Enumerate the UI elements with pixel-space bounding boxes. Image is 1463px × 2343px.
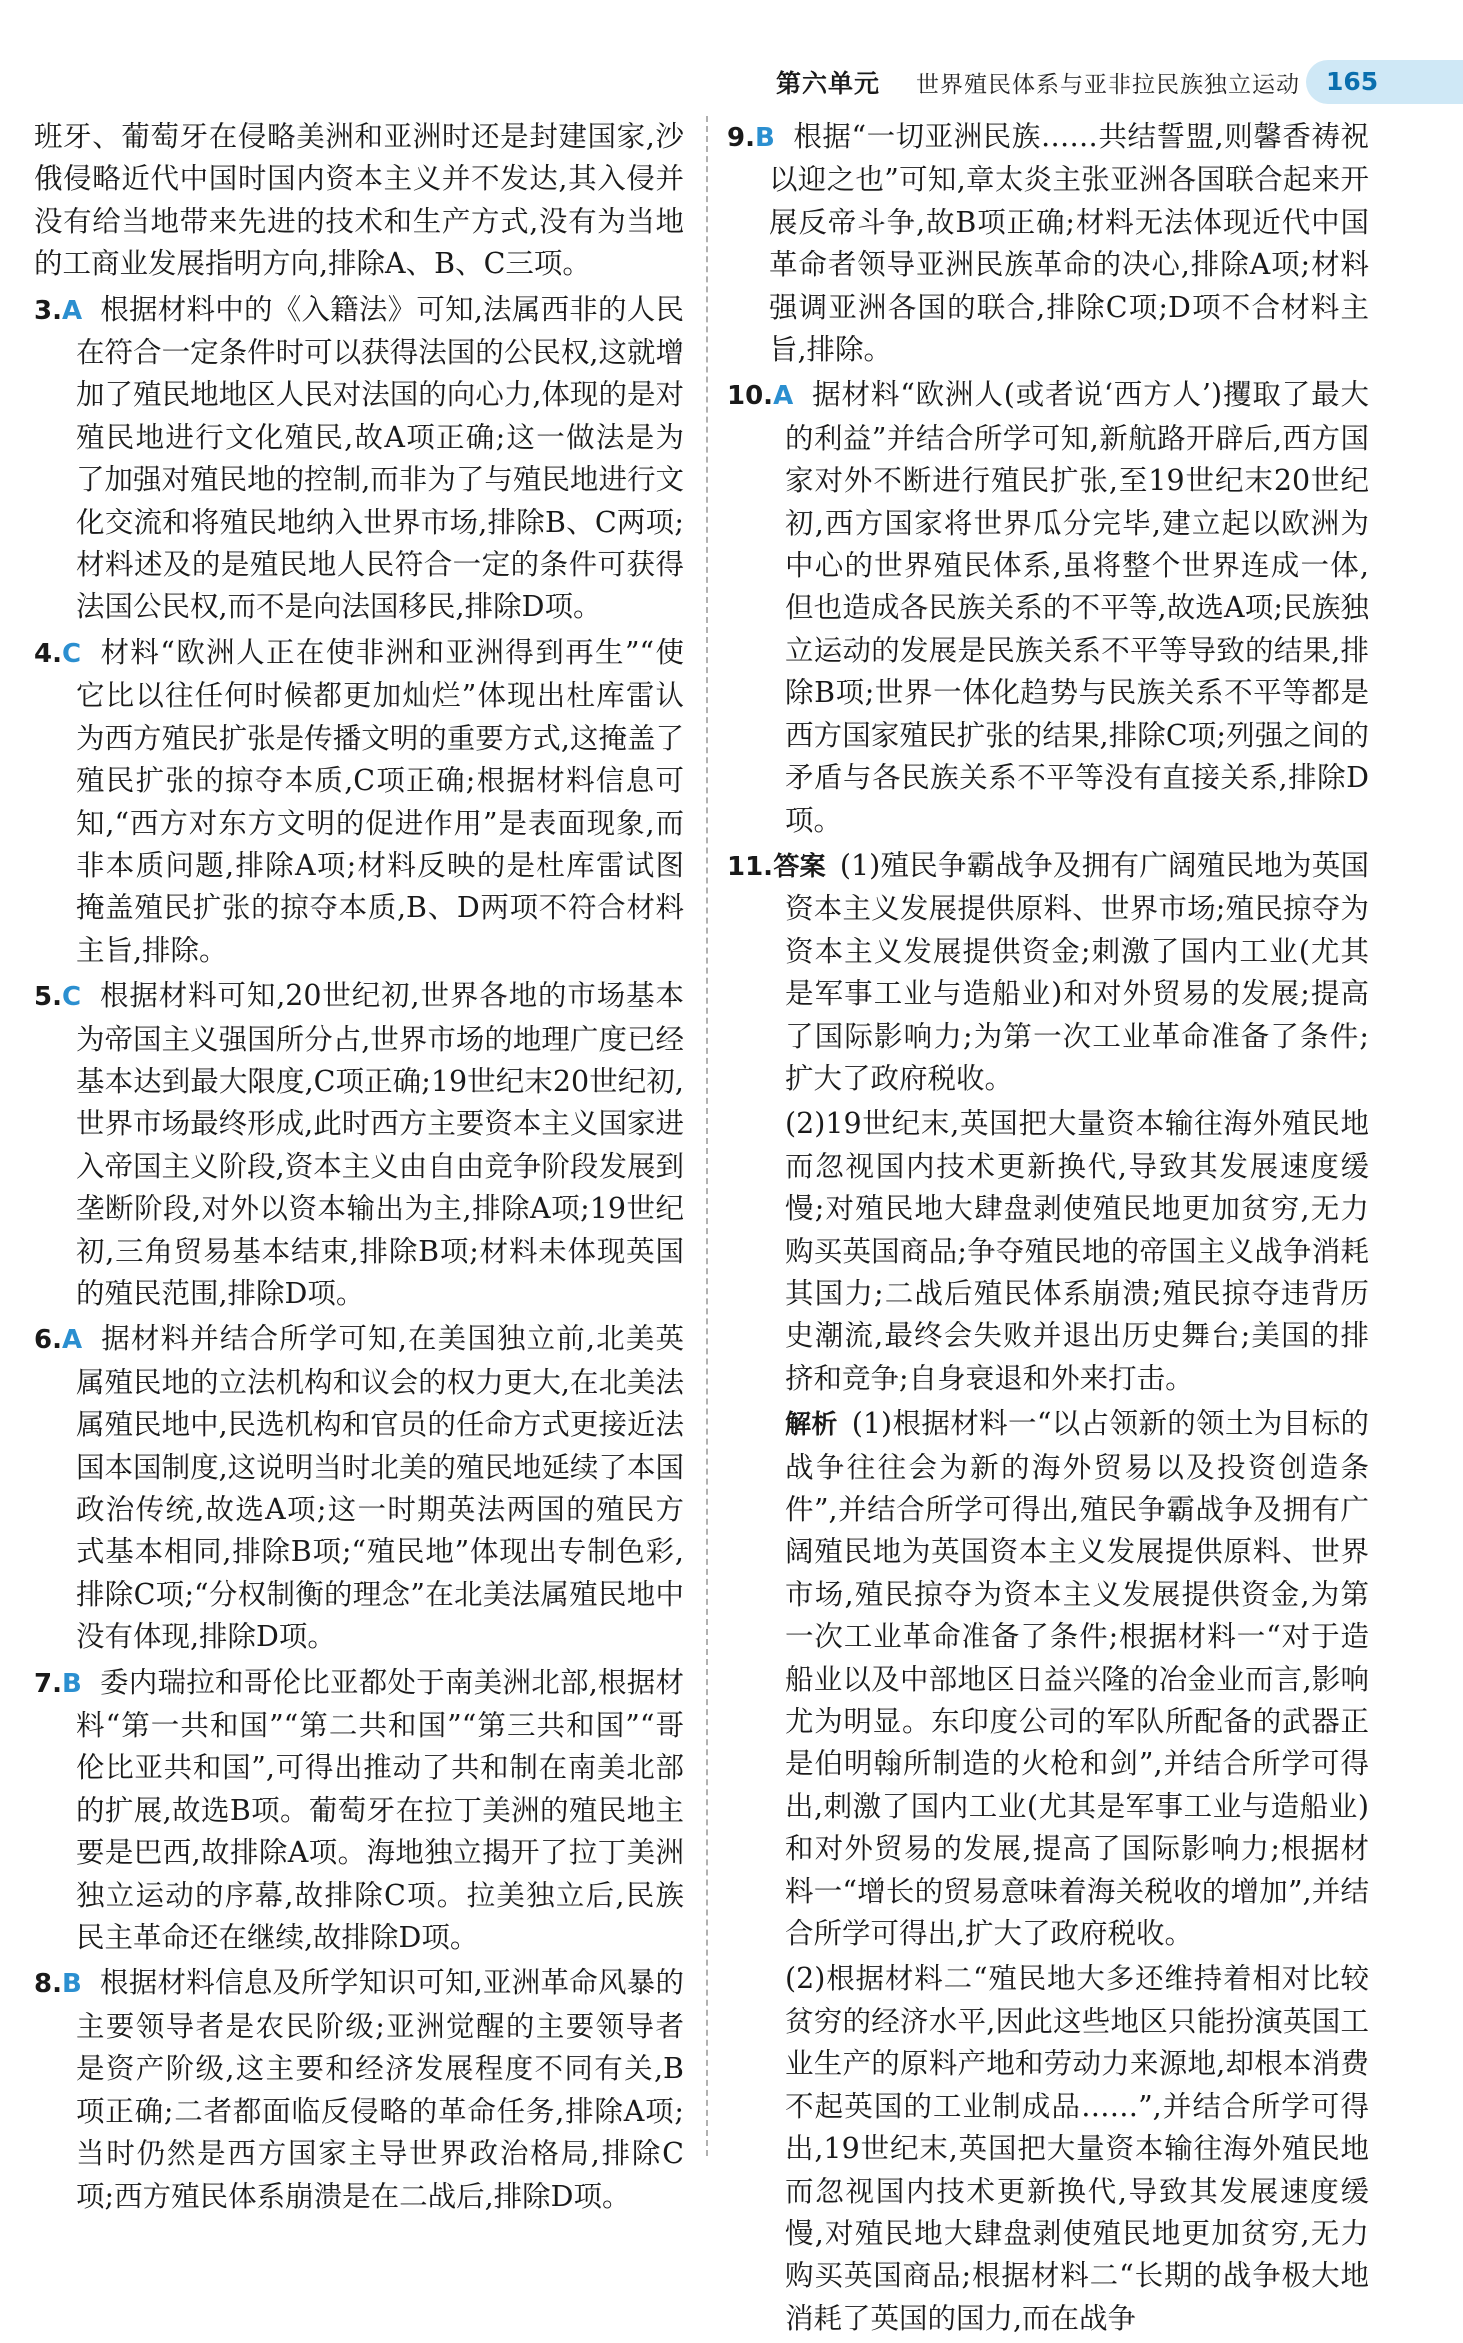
item-number: 8. xyxy=(34,1969,62,2000)
answer-text: 据材料“欧洲人(或者说‘西方人’)攫取了最大的利益”并结合所学可知,新航路开辟后,西方国家对外不断进行殖民扩张,至19世纪末20世纪初,西方国家将世界瓜分完毕,建立起以欧洲为中心的世界殖民体系,虽将整个世界连成一体,但也造成各民族关系的不平等,故选A项;民族独立运动的发展是民族关系不平等导致的结果,排除B项;世界一体化趋势与民族关系不平等都是西方国家殖民扩张的结果,排除C项;列强之间的矛盾与各民族关系不平等没有直接关系,排除D项。 xyxy=(785,378,1369,837)
analysis-text: (1)根据材料一“以占领新的领土为目标的战争往往会为新的海外贸易以及投资创造条件”,并结合所学可得出,殖民争霸战争及拥有广阔殖民地为英国资本主义发展提供原料、世界市场,殖民掠夺为资本主义发展提供资金,为第一次工业革命准备了条件;根据材料一“对于造船业以及中部地区日益兴隆的冶金业而言,影响尤为明显。东印度公司的军队所配备的武器正是伯明翰所制造的火枪和剑”,并结合所学可得出,刺激了国内工业(尤其是军事工业与造船业)和对外贸易的发展,提高了国际影响力;根据材料一“增长的贸易意味着海关税收的增加”,并结合所学可得出,扩大了政府税收。 xyxy=(785,1407,1369,1951)
q11-answer-part2: (2)19世纪末,英国把大量资本输往海外殖民地而忽视国内技术更新换代,导致其发展速度缓慢;对殖民地大肆盘剥使殖民地更加贫穷,无力购买英国商品;争夺殖民地的帝国主义战争消耗其国力;二战后殖民体系崩溃;殖民掠夺违背历史潮流,最终会失败并退出历史舞台;美国的排挤和竞争;自身衰退和外来打击。 xyxy=(785,1107,1369,1395)
answer-letter: A xyxy=(773,381,794,412)
answer-tag: 答案 xyxy=(773,851,826,882)
item-number: 10. xyxy=(727,381,774,412)
item-number: 5. xyxy=(34,982,62,1013)
answer-letter: C xyxy=(61,638,82,669)
answer-text: 根据材料可知,20世纪初,世界各地的市场基本为帝国主义强国所分占,世界市场的地理广度已经基本达到最大限度,C项正确;19世纪末20世纪初,世界市场最终形成,此时西方主要资本主义国家进入帝国主义阶段,资本主义由自由竞争阶段发展到垄断阶段,对外以资本输出为主,排除A项;19世纪初,三角贸易基本结束,排除B项;材料未体现英国的殖民范围,排除D项。 xyxy=(76,979,684,1310)
continued-answer: 班牙、葡萄牙在侵略美洲和亚洲时还是封建国家,沙俄侵略近代中国时国内资本主义并不发达,其入侵并没有给当地带来先进的技术和生产方式,没有为当地的工商业发展指明方向,排除A、B、C三项。 xyxy=(34,120,684,281)
answer-item xyxy=(34,975,684,1315)
answer-item xyxy=(34,1662,684,1960)
answer-letter: B xyxy=(61,1969,82,2000)
answer-item xyxy=(727,116,1369,371)
answer-text: 据材料并结合所学可知,在美国独立前,北美英属殖民地的立法机构和议会的权力更大,在北美法属殖民地中,民选机构和官员的任命方式更接近法国本国制度,这说明当时北美的殖民地延续了本国政治传统,故选A项;这一时期英法两国的殖民方式基本相同,排除B项;“殖民地”体现出专制色彩,排除C项;“分权制衡的理念”在北美法属殖民地中没有体现,排除D项。 xyxy=(76,1322,684,1654)
item-number: 7. xyxy=(34,1668,62,1699)
page-header xyxy=(0,60,1463,104)
answer-text: 委内瑞拉和哥伦比亚都处于南美洲北部,根据材料“第一共和国”“第二共和国”“第三共和国”“哥伦比亚共和国”,可得出推动了共和制在南美北部的扩展,故选B项。葡萄牙在拉丁美洲的殖民地主要是巴西,故排除A项。海地独立揭开了拉丁美洲独立运动的序幕,故排除C项。拉美独立后,民族民主革命还在继续,故排除D项。 xyxy=(76,1665,684,1955)
unit-label: 第六单元 xyxy=(776,69,881,98)
item-number: 4. xyxy=(34,638,62,669)
answer-letter: B xyxy=(61,1668,82,1699)
left-column xyxy=(34,116,684,2221)
answer-letter: A xyxy=(61,295,83,326)
q11-analysis-part2: (2)根据材料二“殖民地大多还维持着相对比较贫穷的经济水平,因此这些地区只能扮演英国工业生产的原料产地和劳动力来源地,却根本消费不起英国的工业制成品……”,并结合所学可得出,19世纪末,英国把大量资本输往海外殖民地而忽视国内技术更新换代,导致其发展速度缓慢,对殖民地大肆盘剥使殖民地更加贫穷,无力购买英国商品;根据材料二“长期的战争极大地消耗了英国的国力,而在战争 xyxy=(785,1962,1369,2335)
answer-item xyxy=(34,289,684,629)
answer-item xyxy=(727,374,1369,841)
answer-text: (1)殖民争霸战争及拥有广阔殖民地为英国资本主义发展提供原料、世界市场;殖民掠夺为资本主义发展提供资金;刺激了国内工业(尤其是军事工业与造船业)和对外贸易的发展;提高了国际影响力;为第一次工业革命准备了条件;扩大了政府税收。 xyxy=(785,848,1369,1095)
answer-letter: A xyxy=(61,1325,83,1356)
column-divider xyxy=(706,116,708,2156)
answer-text: 材料“欧洲人正在使非洲和亚洲得到再生”“使它比以往任何时候都更加灿烂”体现出杜库雷认为西方殖民扩张是传播文明的重要方式,这掩盖了殖民扩张的掠夺本质,C项正确;根据材料信息可知,“西方对东方文明的促进作用”是表面现象,而非本质问题,排除A项;材料反映的是杜库雷试图掩盖殖民扩张的掠夺本质,B、D两项不符合材料主旨,排除。 xyxy=(76,635,684,967)
answer-item xyxy=(34,632,684,972)
answer-text: 根据材料中的《入籍法》可知,法属西非的人民在符合一定条件时可以获得法国的公民权,这就增加了殖民地地区人民对法国的向心力,体现的是对殖民地进行文化殖民,故A项正确;这一做法是为了加强对殖民地的控制,而非为了与殖民地进行文化交流和将殖民地纳入世界市场,排除B、C两项;材料述及的是殖民地人民符合一定的条件可获得法国公民权,而不是向法国移民,排除D项。 xyxy=(76,292,684,624)
answer-text: 根据材料信息及所学知识可知,亚洲革命风暴的主要领导者是农民阶级;亚洲觉醒的主要领导者是资产阶级,这主要和经济发展程度不同有关,B项正确;二者都面临反侵略的革命任务,排除A项;当时仍然是西方国家主导世界政治格局,排除C项;西方殖民体系崩溃是在二战后,排除D项。 xyxy=(76,1966,684,2213)
answer-letter: B xyxy=(754,123,775,153)
answer-item xyxy=(34,1318,684,1658)
analysis-tag: 解析 xyxy=(785,1410,838,1441)
answer-item xyxy=(34,1962,684,2217)
page-number: 165 xyxy=(1306,60,1463,104)
q11-analysis-part1 xyxy=(727,1403,1369,1955)
right-column xyxy=(727,116,1369,2343)
unit-title: 世界殖民体系与亚非拉民族独立运动 xyxy=(916,72,1300,98)
answer-text: 根据“一切亚洲民族……共结誓盟,则馨香祷祝以迎之也”可知,章太炎主张亚洲各国联合起来开展反帝斗争,故B项正确;材料无法体现近代中国革命者领导亚洲民族革命的决心,排除A项;材料强调亚洲各国的联合,排除C项;D项不合材料主旨,排除。 xyxy=(769,120,1369,367)
item-number: 6. xyxy=(34,1325,62,1356)
answer-letter: C xyxy=(61,982,82,1013)
item-number: 3. xyxy=(34,295,62,326)
item-number: 9. xyxy=(727,123,755,153)
item-number: 11. xyxy=(727,851,774,882)
q11-answer-part1 xyxy=(727,845,1369,1100)
